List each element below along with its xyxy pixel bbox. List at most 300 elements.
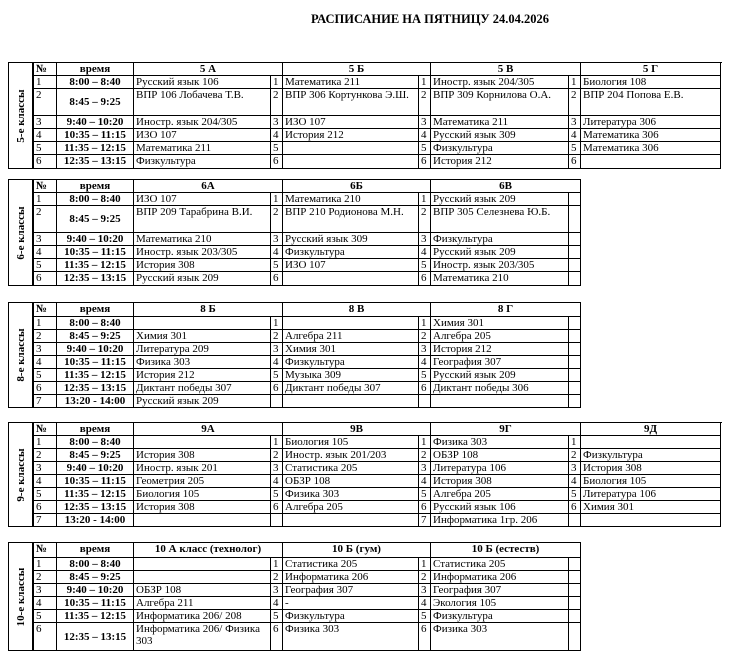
subject-cell: Русский язык 209 (134, 272, 271, 286)
lesson-time: 8:45 – 9:25 (57, 571, 134, 584)
subject-cell: Литература 106 (431, 462, 569, 475)
subject-cell (134, 514, 271, 527)
next-lesson-number: 4 (271, 356, 283, 369)
next-lesson-number: 4 (569, 475, 581, 488)
subject-cell: ВПР 106 Лобачева Т.В. (134, 89, 271, 116)
next-lesson-number: 2 (271, 330, 283, 343)
subject-cell: Химия 301 (134, 330, 271, 343)
next-lesson-number: 1 (569, 76, 581, 89)
lesson-time: 8:45 – 9:25 (57, 89, 134, 116)
subject-cell: Информатика 206/ 208 (134, 610, 271, 623)
next-lesson-number: 6 (569, 155, 581, 169)
next-lesson-number: 5 (419, 488, 431, 501)
subject-cell: Информатика 206 (431, 571, 569, 584)
next-lesson-number (569, 259, 581, 272)
next-lesson-number: 4 (569, 129, 581, 142)
table-row (34, 129, 721, 142)
table-row (34, 76, 721, 89)
next-lesson-number (569, 369, 581, 382)
next-lesson-number: 3 (569, 116, 581, 129)
lesson-number: 6 (34, 155, 57, 169)
subject-cell: Литература 306 (581, 116, 721, 129)
header-class: 9А (134, 423, 283, 436)
grade-label: 9-е классы (14, 447, 27, 502)
lesson-time: 8:00 – 8:40 (57, 317, 134, 330)
grade-label-cell (8, 422, 33, 527)
grade-label: 10-е классы (14, 567, 27, 626)
lesson-number: 7 (34, 395, 57, 408)
next-lesson-number (569, 558, 581, 571)
table-row (34, 116, 721, 129)
lesson-number: 4 (34, 475, 57, 488)
lesson-number: 7 (34, 514, 57, 527)
table-row (34, 155, 721, 169)
table-row (34, 369, 581, 382)
subject-cell: Биология 105 (283, 436, 419, 449)
table-row (34, 488, 721, 501)
grade-label-cell (8, 62, 33, 169)
header-class: 10 Б (естеств) (431, 543, 581, 558)
next-lesson-number: 3 (271, 343, 283, 356)
schedule-table (33, 179, 581, 286)
subject-cell: Иностр. язык 201 (134, 462, 271, 475)
lesson-number: 4 (34, 129, 57, 142)
lesson-time: 8:00 – 8:40 (57, 436, 134, 449)
subject-cell: Алгебра 211 (134, 597, 271, 610)
subject-cell: Статистика 205 (431, 558, 569, 571)
next-lesson-number: 3 (271, 462, 283, 475)
subject-cell: Иностр. язык 203/305 (431, 259, 569, 272)
lesson-time: 10:35 – 11:15 (57, 129, 134, 142)
next-lesson-number: 4 (271, 597, 283, 610)
next-lesson-number (569, 382, 581, 395)
subject-cell (581, 436, 721, 449)
lesson-time: 11:35 – 12:15 (57, 369, 134, 382)
next-lesson-number: 5 (419, 259, 431, 272)
subject-cell: Информатика 206 (283, 571, 419, 584)
next-lesson-number: 6 (419, 623, 431, 651)
subject-cell: Русский язык 209 (134, 395, 271, 408)
table-row (34, 449, 721, 462)
subject-cell: Биология 108 (581, 76, 721, 89)
next-lesson-number: 2 (569, 449, 581, 462)
subject-cell: ВПР 210 Родионова М.Н. (283, 206, 419, 233)
class-block (8, 542, 581, 651)
subject-cell: Математика 306 (581, 129, 721, 142)
subject-cell: Математика 210 (431, 272, 569, 286)
table-row (34, 395, 581, 408)
next-lesson-number: 1 (271, 193, 283, 206)
lesson-number: 5 (34, 259, 57, 272)
grade-label: 5-е классы (14, 88, 27, 143)
next-lesson-number: 1 (271, 558, 283, 571)
subject-cell: - (283, 597, 419, 610)
next-lesson-number: 4 (419, 597, 431, 610)
next-lesson-number (569, 610, 581, 623)
lesson-number: 2 (34, 89, 57, 116)
lesson-time: 11:35 – 12:15 (57, 259, 134, 272)
subject-cell: ВПР 305 Селезнева Ю.Б. (431, 206, 569, 233)
subject-cell: Иностр. язык 204/305 (431, 76, 569, 89)
table-row (34, 462, 721, 475)
header-class: 5 Г (581, 63, 721, 76)
next-lesson-number: 6 (271, 382, 283, 395)
next-lesson-number: 2 (419, 89, 431, 116)
lesson-time: 11:35 – 12:15 (57, 610, 134, 623)
next-lesson-number: 6 (419, 272, 431, 286)
lesson-time: 11:35 – 12:15 (57, 142, 134, 155)
lesson-number: 1 (34, 436, 57, 449)
header-number: № (34, 63, 57, 76)
next-lesson-number: 4 (271, 246, 283, 259)
next-lesson-number (569, 317, 581, 330)
table-row (34, 571, 581, 584)
table-row (34, 501, 721, 514)
next-lesson-number: 6 (271, 623, 283, 651)
subject-cell: История 308 (134, 259, 271, 272)
subject-cell (134, 558, 271, 571)
subject-cell: Диктант победы 307 (134, 382, 271, 395)
subject-cell (283, 155, 419, 169)
subject-cell: Химия 301 (431, 317, 569, 330)
lesson-number: 3 (34, 584, 57, 597)
next-lesson-number (271, 514, 283, 527)
next-lesson-number: 2 (419, 206, 431, 233)
header-class: 8 Б (134, 303, 283, 317)
lesson-number: 1 (34, 76, 57, 89)
subject-cell: Физика 303 (283, 623, 419, 651)
subject-cell: История 308 (431, 475, 569, 488)
lesson-number: 6 (34, 272, 57, 286)
table-row (34, 193, 581, 206)
next-lesson-number: 2 (419, 449, 431, 462)
next-lesson-number (569, 233, 581, 246)
lesson-number: 2 (34, 571, 57, 584)
lesson-time: 8:45 – 9:25 (57, 449, 134, 462)
lesson-time: 9:40 – 10:20 (57, 462, 134, 475)
lesson-time: 9:40 – 10:20 (57, 233, 134, 246)
next-lesson-number: 4 (271, 475, 283, 488)
next-lesson-number: 6 (419, 382, 431, 395)
subject-cell: ВПР 309 Корнилова О.А. (431, 89, 569, 116)
subject-cell: Математика 211 (283, 76, 419, 89)
header-number: № (34, 303, 57, 317)
subject-cell: Физика 303 (431, 436, 569, 449)
subject-cell: ИЗО 107 (134, 193, 271, 206)
grade-label: 8-е классы (14, 328, 27, 382)
subject-cell: История 308 (134, 449, 271, 462)
lesson-time: 10:35 – 11:15 (57, 475, 134, 488)
table-row (34, 272, 581, 286)
next-lesson-number: 2 (271, 449, 283, 462)
grade-label-cell (8, 302, 33, 408)
subject-cell: ИЗО 107 (283, 259, 419, 272)
lesson-time: 8:00 – 8:40 (57, 193, 134, 206)
header-class: 5 В (431, 63, 581, 76)
subject-cell: Русский язык 106 (134, 76, 271, 89)
header-class: 10 А класс (технолог) (134, 543, 283, 558)
subject-cell: Физкультура (283, 246, 419, 259)
header-class: 6В (431, 180, 581, 193)
lesson-number: 4 (34, 246, 57, 259)
next-lesson-number: 4 (419, 246, 431, 259)
next-lesson-number: 1 (271, 436, 283, 449)
next-lesson-number: 5 (271, 610, 283, 623)
schedule-table (33, 302, 581, 408)
subject-cell: Математика 210 (134, 233, 271, 246)
subject-cell: Экология 105 (431, 597, 569, 610)
table-row (34, 246, 581, 259)
next-lesson-number: 3 (271, 116, 283, 129)
table-row (34, 610, 581, 623)
next-lesson-number (569, 343, 581, 356)
next-lesson-number: 3 (419, 584, 431, 597)
header-time: время (57, 543, 134, 558)
grade-label: 6-е классы (14, 205, 27, 260)
header-class: 9Г (431, 423, 581, 436)
header-class: 9Д (581, 423, 721, 436)
subject-cell: Литература 106 (581, 488, 721, 501)
table-row (34, 558, 581, 571)
subject-cell: Диктант победы 307 (283, 382, 419, 395)
lesson-time: 9:40 – 10:20 (57, 584, 134, 597)
next-lesson-number: 2 (569, 89, 581, 116)
next-lesson-number: 6 (419, 501, 431, 514)
subject-cell: История 308 (581, 462, 721, 475)
subject-cell: Диктант победы 306 (431, 382, 569, 395)
subject-cell: Информатика 1гр. 206 (431, 514, 569, 527)
subject-cell: ОБЗР 108 (134, 584, 271, 597)
next-lesson-number: 4 (271, 129, 283, 142)
schedule-table (33, 542, 581, 651)
next-lesson-number: 4 (419, 356, 431, 369)
subject-cell: ОБЗР 108 (283, 475, 419, 488)
lesson-time: 8:45 – 9:25 (57, 206, 134, 233)
subject-cell (283, 395, 419, 408)
next-lesson-number (569, 597, 581, 610)
class-block (8, 302, 581, 408)
subject-cell (431, 395, 569, 408)
lesson-number: 2 (34, 206, 57, 233)
lesson-number: 4 (34, 597, 57, 610)
subject-cell: Алгебра 205 (431, 488, 569, 501)
next-lesson-number: 6 (569, 501, 581, 514)
lesson-number: 1 (34, 558, 57, 571)
table-row (34, 206, 581, 233)
subject-cell: История 308 (134, 501, 271, 514)
class-block (8, 179, 581, 286)
table-row (34, 142, 721, 155)
lesson-time: 12:35 – 13:15 (57, 272, 134, 286)
next-lesson-number: 1 (419, 558, 431, 571)
table-row (34, 597, 581, 610)
subject-cell: Физика 303 (283, 488, 419, 501)
lesson-number: 5 (34, 488, 57, 501)
header-class: 6А (134, 180, 283, 193)
next-lesson-number: 6 (271, 272, 283, 286)
subject-cell (283, 272, 419, 286)
next-lesson-number (569, 356, 581, 369)
class-block (8, 422, 721, 527)
table-row (34, 382, 581, 395)
next-lesson-number: 5 (569, 142, 581, 155)
subject-cell (283, 317, 419, 330)
class-block (8, 62, 721, 169)
subject-cell: Биология 105 (134, 488, 271, 501)
next-lesson-number: 1 (271, 317, 283, 330)
next-lesson-number: 4 (419, 475, 431, 488)
lesson-number: 2 (34, 449, 57, 462)
next-lesson-number: 2 (271, 206, 283, 233)
header-time: время (57, 303, 134, 317)
table-row (34, 436, 721, 449)
subject-cell: Биология 105 (581, 475, 721, 488)
lesson-number: 6 (34, 382, 57, 395)
next-lesson-number: 6 (271, 501, 283, 514)
lesson-number: 5 (34, 369, 57, 382)
table-row (34, 343, 581, 356)
next-lesson-number: 2 (271, 89, 283, 116)
subject-cell: Русский язык 209 (431, 369, 569, 382)
next-lesson-number: 5 (271, 259, 283, 272)
subject-cell: История 212 (134, 369, 271, 382)
lesson-number: 6 (34, 623, 57, 651)
next-lesson-number: 6 (419, 155, 431, 169)
subject-cell: Физкультура (134, 155, 271, 169)
subject-cell: Физкультура (283, 356, 419, 369)
header-time: время (57, 423, 134, 436)
next-lesson-number: 6 (271, 155, 283, 169)
subject-cell: Геометрия 205 (134, 475, 271, 488)
subject-cell: ОБЗР 108 (431, 449, 569, 462)
grade-label-cell (8, 542, 33, 651)
schedule-table (33, 422, 721, 527)
next-lesson-number: 3 (569, 462, 581, 475)
subject-cell: Математика 211 (431, 116, 569, 129)
subject-cell: Русский язык 309 (431, 129, 569, 142)
next-lesson-number: 5 (271, 369, 283, 382)
subject-cell: Математика 210 (283, 193, 419, 206)
next-lesson-number (569, 206, 581, 233)
header-number: № (34, 180, 57, 193)
next-lesson-number: 3 (271, 584, 283, 597)
next-lesson-number: 1 (419, 193, 431, 206)
header-number: № (34, 543, 57, 558)
lesson-time: 11:35 – 12:15 (57, 488, 134, 501)
subject-cell: ВПР 209 Тарабрина В.И. (134, 206, 271, 233)
lesson-time: 8:00 – 8:40 (57, 76, 134, 89)
table-row (34, 356, 581, 369)
next-lesson-number (569, 514, 581, 527)
subject-cell: История 212 (431, 155, 569, 169)
next-lesson-number: 5 (419, 142, 431, 155)
subject-cell: Русский язык 309 (283, 233, 419, 246)
lesson-time: 12:35 – 13:15 (57, 382, 134, 395)
schedule-table (33, 62, 721, 169)
header-class: 6Б (283, 180, 431, 193)
subject-cell: География 307 (283, 584, 419, 597)
header-class: 10 Б (гум) (283, 543, 431, 558)
next-lesson-number: 5 (271, 142, 283, 155)
next-lesson-number (569, 246, 581, 259)
subject-cell (581, 155, 721, 169)
lesson-number: 2 (34, 330, 57, 343)
subject-cell: Русский язык 209 (431, 193, 569, 206)
subject-cell: ВПР 204 Попова Е.В. (581, 89, 721, 116)
next-lesson-number (569, 571, 581, 584)
header-class: 9В (283, 423, 431, 436)
lesson-time: 10:35 – 11:15 (57, 356, 134, 369)
table-row (34, 514, 721, 527)
lesson-time: 13:20 - 14:00 (57, 514, 134, 527)
header-class: 8 В (283, 303, 431, 317)
subject-cell: Алгебра 205 (431, 330, 569, 343)
next-lesson-number: 3 (419, 462, 431, 475)
next-lesson-number: 5 (569, 488, 581, 501)
table-row (34, 475, 721, 488)
page-title: РАСПИСАНИЕ НА ПЯТНИЦУ 24.04.2026 (311, 12, 549, 26)
subject-cell: Литература 209 (134, 343, 271, 356)
subject-cell: Иностр. язык 201/203 (283, 449, 419, 462)
subject-cell: ИЗО 107 (283, 116, 419, 129)
lesson-number: 3 (34, 343, 57, 356)
subject-cell: Статистика 205 (283, 558, 419, 571)
header-time: время (57, 63, 134, 76)
lesson-number: 3 (34, 462, 57, 475)
header-time: время (57, 180, 134, 193)
next-lesson-number (569, 395, 581, 408)
next-lesson-number: 3 (419, 116, 431, 129)
header-class: 8 Г (431, 303, 581, 317)
subject-cell: Физика 303 (134, 356, 271, 369)
subject-cell (283, 514, 419, 527)
subject-cell: Музыка 309 (283, 369, 419, 382)
next-lesson-number: 5 (419, 369, 431, 382)
lesson-number: 1 (34, 317, 57, 330)
lesson-number: 1 (34, 193, 57, 206)
header-class: 5 А (134, 63, 283, 76)
lesson-number: 6 (34, 501, 57, 514)
header-number: № (34, 423, 57, 436)
table-row (34, 584, 581, 597)
lesson-number: 5 (34, 142, 57, 155)
subject-cell: Физкультура (431, 233, 569, 246)
next-lesson-number: 1 (419, 436, 431, 449)
next-lesson-number: 3 (271, 233, 283, 246)
next-lesson-number: 2 (419, 330, 431, 343)
subject-cell (134, 571, 271, 584)
table-row (34, 330, 581, 343)
subject-cell: Физкультура (581, 449, 721, 462)
subject-cell (134, 436, 271, 449)
next-lesson-number: 3 (419, 343, 431, 356)
subject-cell: Химия 301 (283, 343, 419, 356)
next-lesson-number: 7 (419, 514, 431, 527)
subject-cell: Русский язык 106 (431, 501, 569, 514)
lesson-time: 10:35 – 11:15 (57, 597, 134, 610)
lesson-number: 4 (34, 356, 57, 369)
subject-cell: Статистика 205 (283, 462, 419, 475)
next-lesson-number: 5 (419, 610, 431, 623)
next-lesson-number: 1 (569, 436, 581, 449)
subject-cell: Физкультура (431, 142, 569, 155)
next-lesson-number: 3 (419, 233, 431, 246)
grade-label-cell (8, 179, 33, 286)
lesson-time: 12:35 – 13:15 (57, 623, 134, 651)
next-lesson-number (569, 584, 581, 597)
table-row (34, 233, 581, 246)
next-lesson-number: 4 (419, 129, 431, 142)
